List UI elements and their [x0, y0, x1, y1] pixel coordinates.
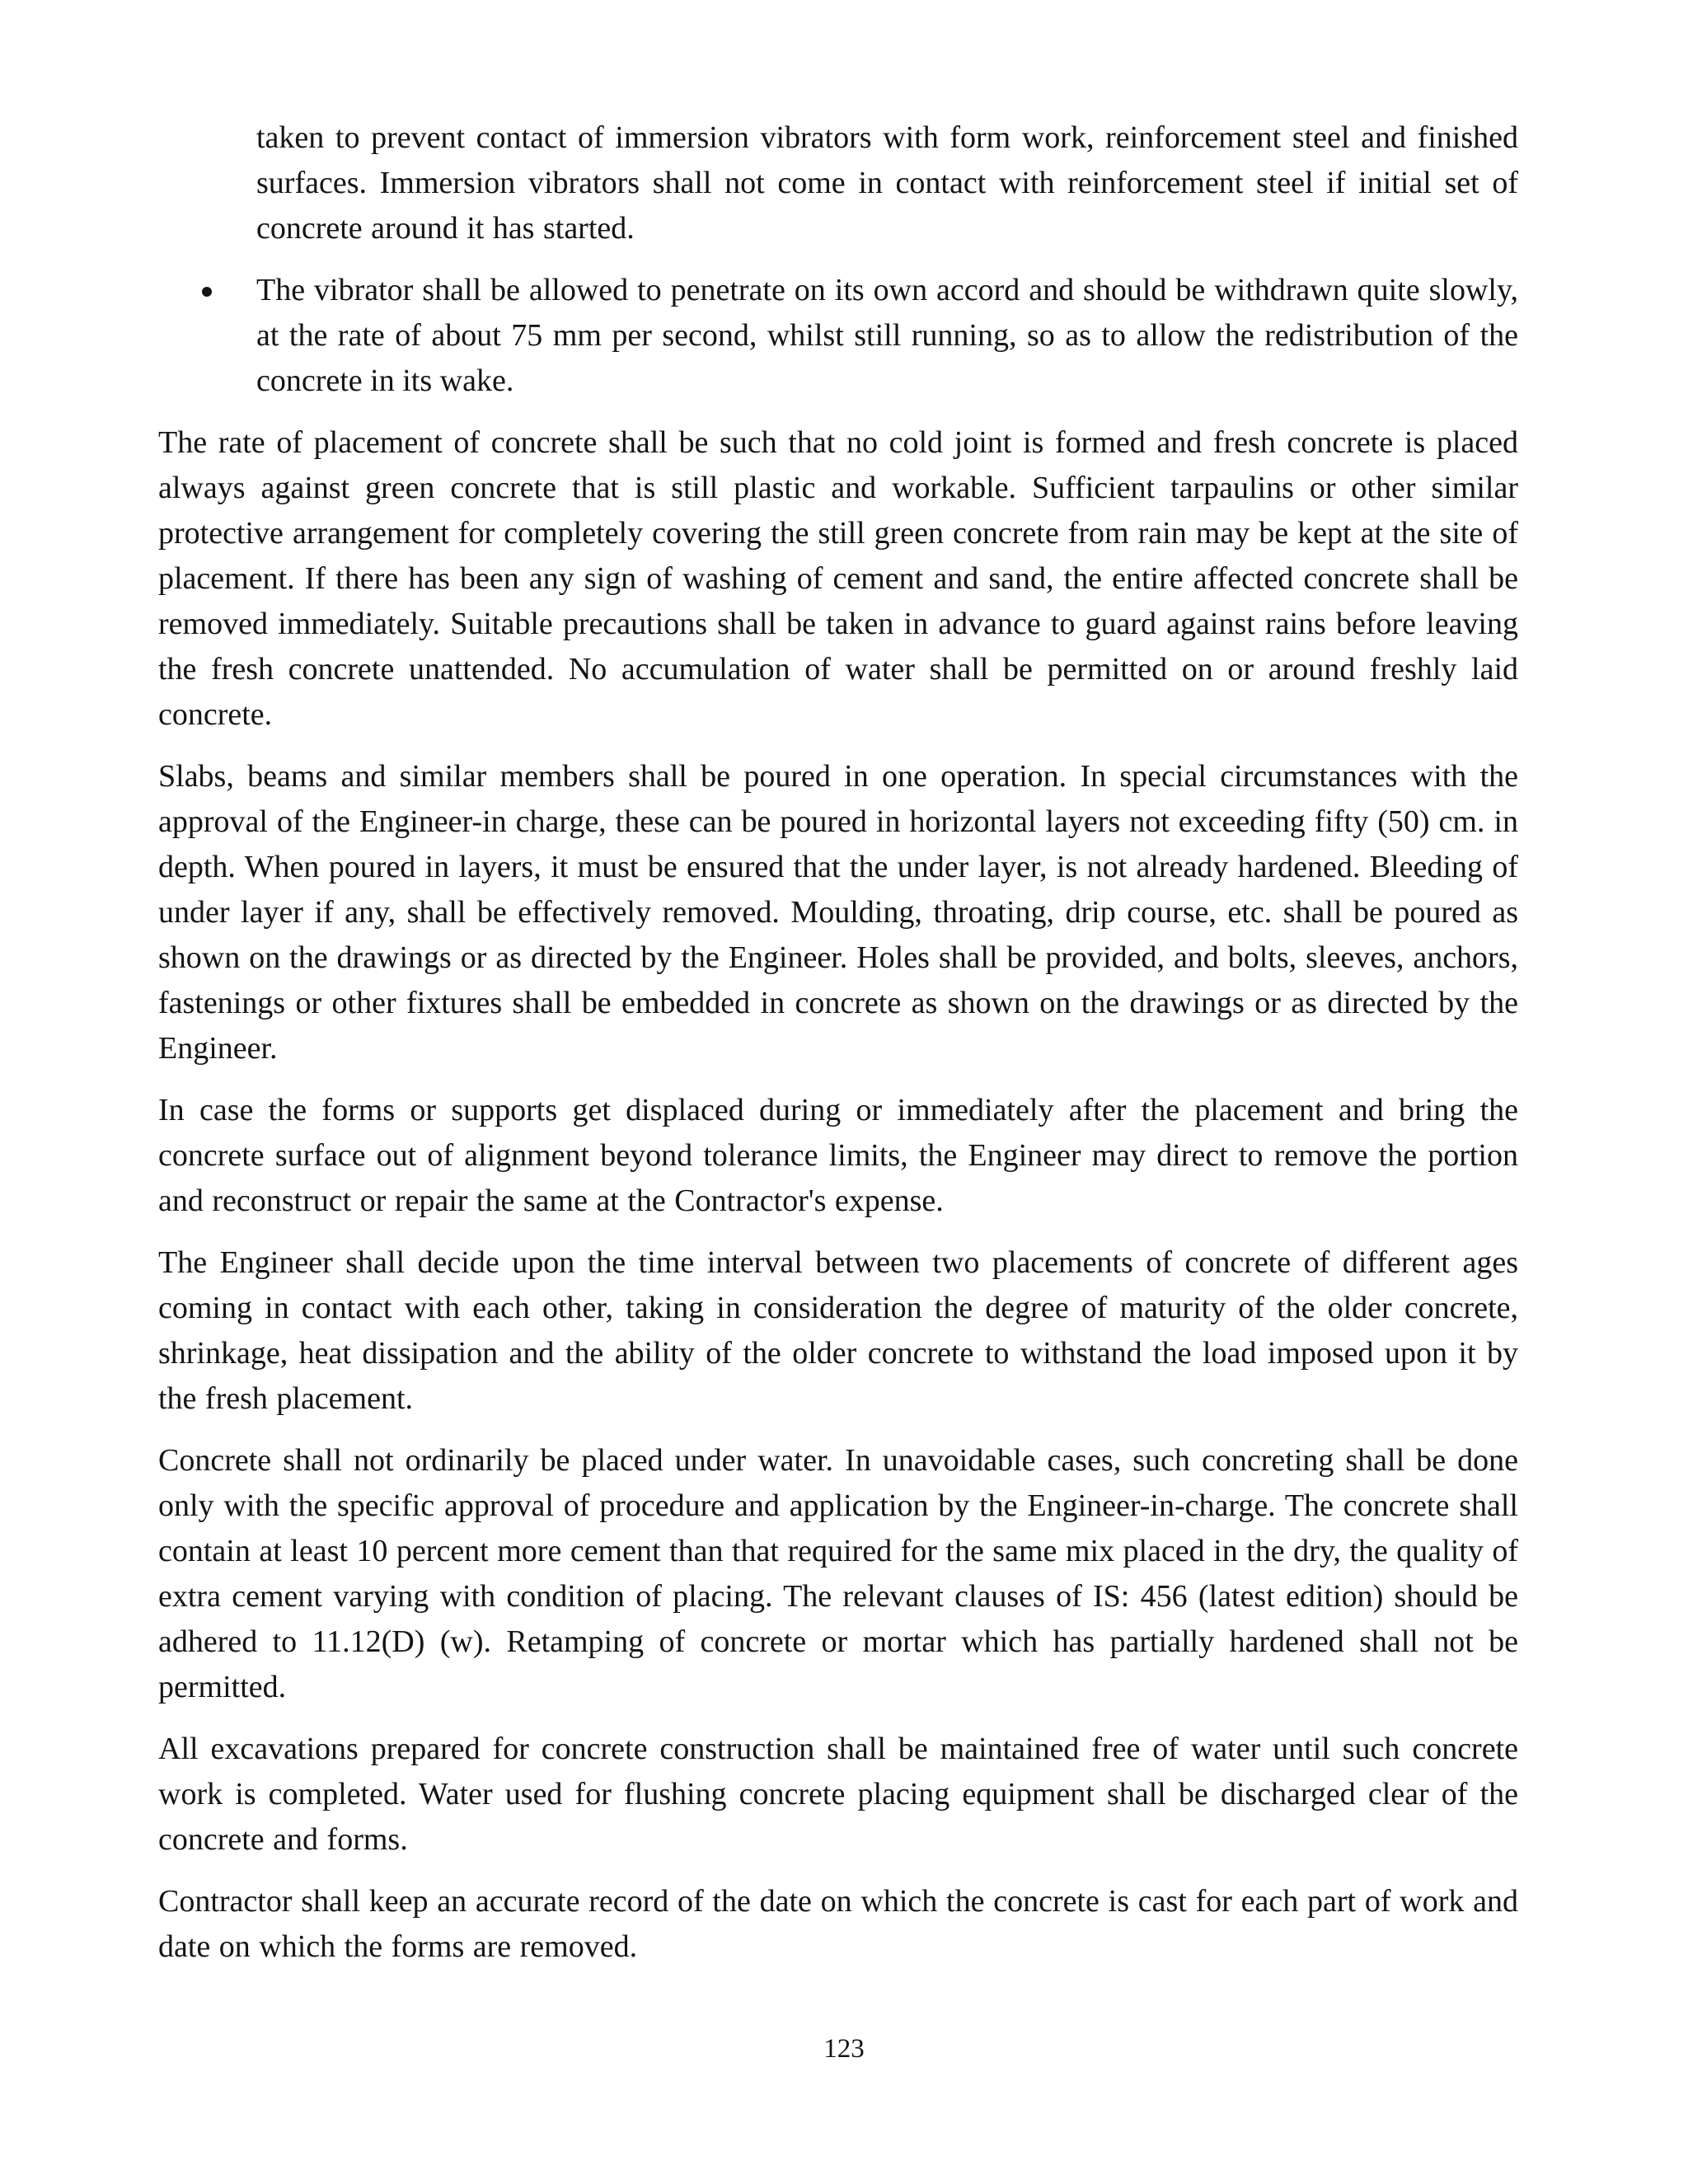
paragraph-records: Contractor shall keep an accurate record of the date on which the concrete is cast for each part of work and date on which the forms are removed.	[158, 1884, 1518, 1964]
paragraph-forms-displaced: In case the forms or supports get displaced during or immediately after the placement and bring the concrete surface out of alignment beyond tolerance limits, the Engineer may direct to remove the portion and reconstruct or repair the same at the Contractor's expense.	[158, 1093, 1518, 1218]
bullet-text: The vibrator shall be allowed to penetrate on its own accord and should be withdrawn quite slowly, at the rate of about 75 mm per second, whilst still running, so as to allow the redistribution of the concrete in its wake.	[256, 273, 1518, 398]
bullet-icon	[202, 287, 212, 297]
paragraph-placement-rate: The rate of placement of concrete shall be such that no cold joint is formed and fresh concrete is placed always against green concrete that is still plastic and workable. Sufficient tarpaulins or other similar protective arrangement for completely covering the still green concrete from rain may be kept at the site of placement. If there has been any sign of washing of cement and sand, the entire affected concrete shall be removed immediately. Suitable precautions shall be taken in advance to guard against rains before leaving the fresh concrete unattended. No accumulation of water shall be permitted on or around freshly laid concrete.	[158, 425, 1518, 732]
paragraph-under-water: Concrete shall not ordinarily be placed under water. In unavoidable cases, such concreting shall be done only with the specific approval of procedure and application by the Engineer-in-charge. The concrete shall contain at least 10 percent more cement than that required for the same mix placed in the dry, the quality of extra cement varying with condition of placing. The relevant clauses of IS: 456 (latest edition) should be adhered to 11.12(D) (w). Retamping of concrete or mortar which has partially hardened shall not be permitted.	[158, 1443, 1518, 1704]
continued-bullet-text: taken to prevent contact of immersion vibrators with form work, reinforcement steel and finished surfaces. Immersion vibrators shall not come in contact with reinforcement steel if initial set of concrete around it has started.	[256, 120, 1518, 246]
page-body	[158, 115, 1518, 1986]
paragraph-slabs-beams: Slabs, beams and similar members shall be poured in one operation. In special circumstances with the approval of the Engineer-in charge, these can be poured in horizontal layers not exceeding fifty (50) cm. in depth. When poured in layers, it must be ensured that the under layer, is not already hardened. Bleeding of under layer if any, shall be effectively removed. Moulding, throating, drip course, etc. shall be poured as shown on the drawings or as directed by the Engineer. Holes shall be provided, and bolts, sleeves, anchors, fastenings or other fixtures shall be embedded in concrete as shown on the drawings or as directed by the Engineer.	[158, 759, 1518, 1066]
paragraph-excavations: All excavations prepared for concrete construction shall be maintained free of water until such concrete work is completed. Water used for flushing concrete placing equipment shall be discharged clear of the concrete and forms.	[158, 1732, 1518, 1857]
paragraph-time-interval: The Engineer shall decide upon the time interval between two placements of concrete of different ages coming in contact with each other, taking in consideration the degree of maturity of the older concrete, shrinkage, heat dissipation and the ability of the older concrete to withstand the load imposed upon it by the fresh placement.	[158, 1245, 1518, 1416]
bullet-item	[256, 268, 1518, 404]
page-number: 123	[823, 2034, 865, 2064]
